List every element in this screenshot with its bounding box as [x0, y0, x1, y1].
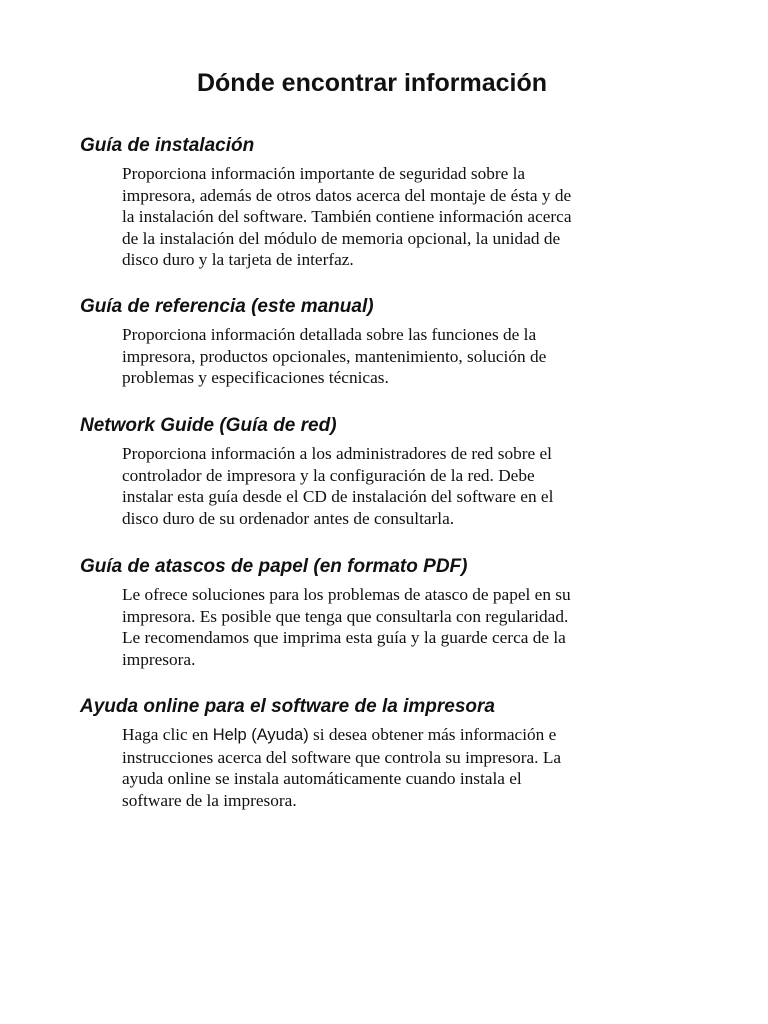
body-line: disco duro y la tarjeta de interfaz.: [122, 250, 354, 270]
body-text: si desea obtener más información e: [308, 725, 557, 744]
section-body-paper-jam-guide: [122, 584, 682, 670]
section-body-online-help: [122, 724, 682, 811]
section-heading-online-help: Ayuda online para el software de la impresora: [80, 696, 495, 717]
body-line: Le ofrece soluciones para los problemas de atasco de papel en su: [122, 585, 571, 604]
body-line: software de la impresora.: [122, 790, 297, 810]
body-line: impresora, además de otros datos acerca del montaje de ésta y de: [122, 185, 572, 205]
section-heading-reference-guide: Guía de referencia (este manual): [80, 296, 374, 317]
body-text: Haga clic en: [122, 725, 213, 744]
body-line: instrucciones acerca del software que controla su impresora. La: [122, 747, 562, 767]
body-line: la instalación del software. También contiene información acerca: [122, 207, 572, 227]
body-line: Proporciona información importante de seguridad sobre la: [122, 164, 526, 183]
section-body-network-guide: [122, 443, 682, 529]
help-menu-term: Help (Ayuda): [212, 726, 309, 744]
body-line: impresora, productos opcionales, mantenimiento, solución de: [122, 346, 547, 366]
section-heading-installation-guide: Guía de instalación: [80, 135, 255, 156]
body-line: Proporciona información a los administradores de red sobre el: [122, 444, 552, 463]
section-heading-paper-jam-guide: Guía de atascos de papel (en formato PDF): [80, 556, 468, 577]
body-line: instalar esta guía desde el CD de instalación del software en el: [122, 487, 554, 507]
page-title: Dónde encontrar información: [196, 69, 548, 97]
body-line: de la instalación del módulo de memoria opcional, la unidad de: [122, 228, 561, 248]
body-line: [122, 724, 682, 747]
body-line: Proporciona información detallada sobre las funciones de la: [122, 325, 537, 344]
body-line: disco duro de su ordenador antes de consultarla.: [122, 508, 455, 528]
section-heading-network-guide: Network Guide (Guía de red): [80, 415, 337, 436]
body-line: impresora. Es posible que tenga que consultarla con regularidad.: [122, 606, 569, 626]
body-line: Le recomendamos que imprima esta guía y la guarde cerca de la: [122, 628, 566, 648]
body-line: impresora.: [122, 649, 196, 669]
body-line: ayuda online se instala automáticamente cuando instala el: [122, 769, 522, 789]
section-body-installation-guide: [122, 163, 682, 271]
section-body-reference-guide: [122, 324, 682, 389]
body-line: controlador de impresora y la configuración de la red. Debe: [122, 465, 535, 485]
body-line: problemas y especificaciones técnicas.: [122, 368, 389, 388]
